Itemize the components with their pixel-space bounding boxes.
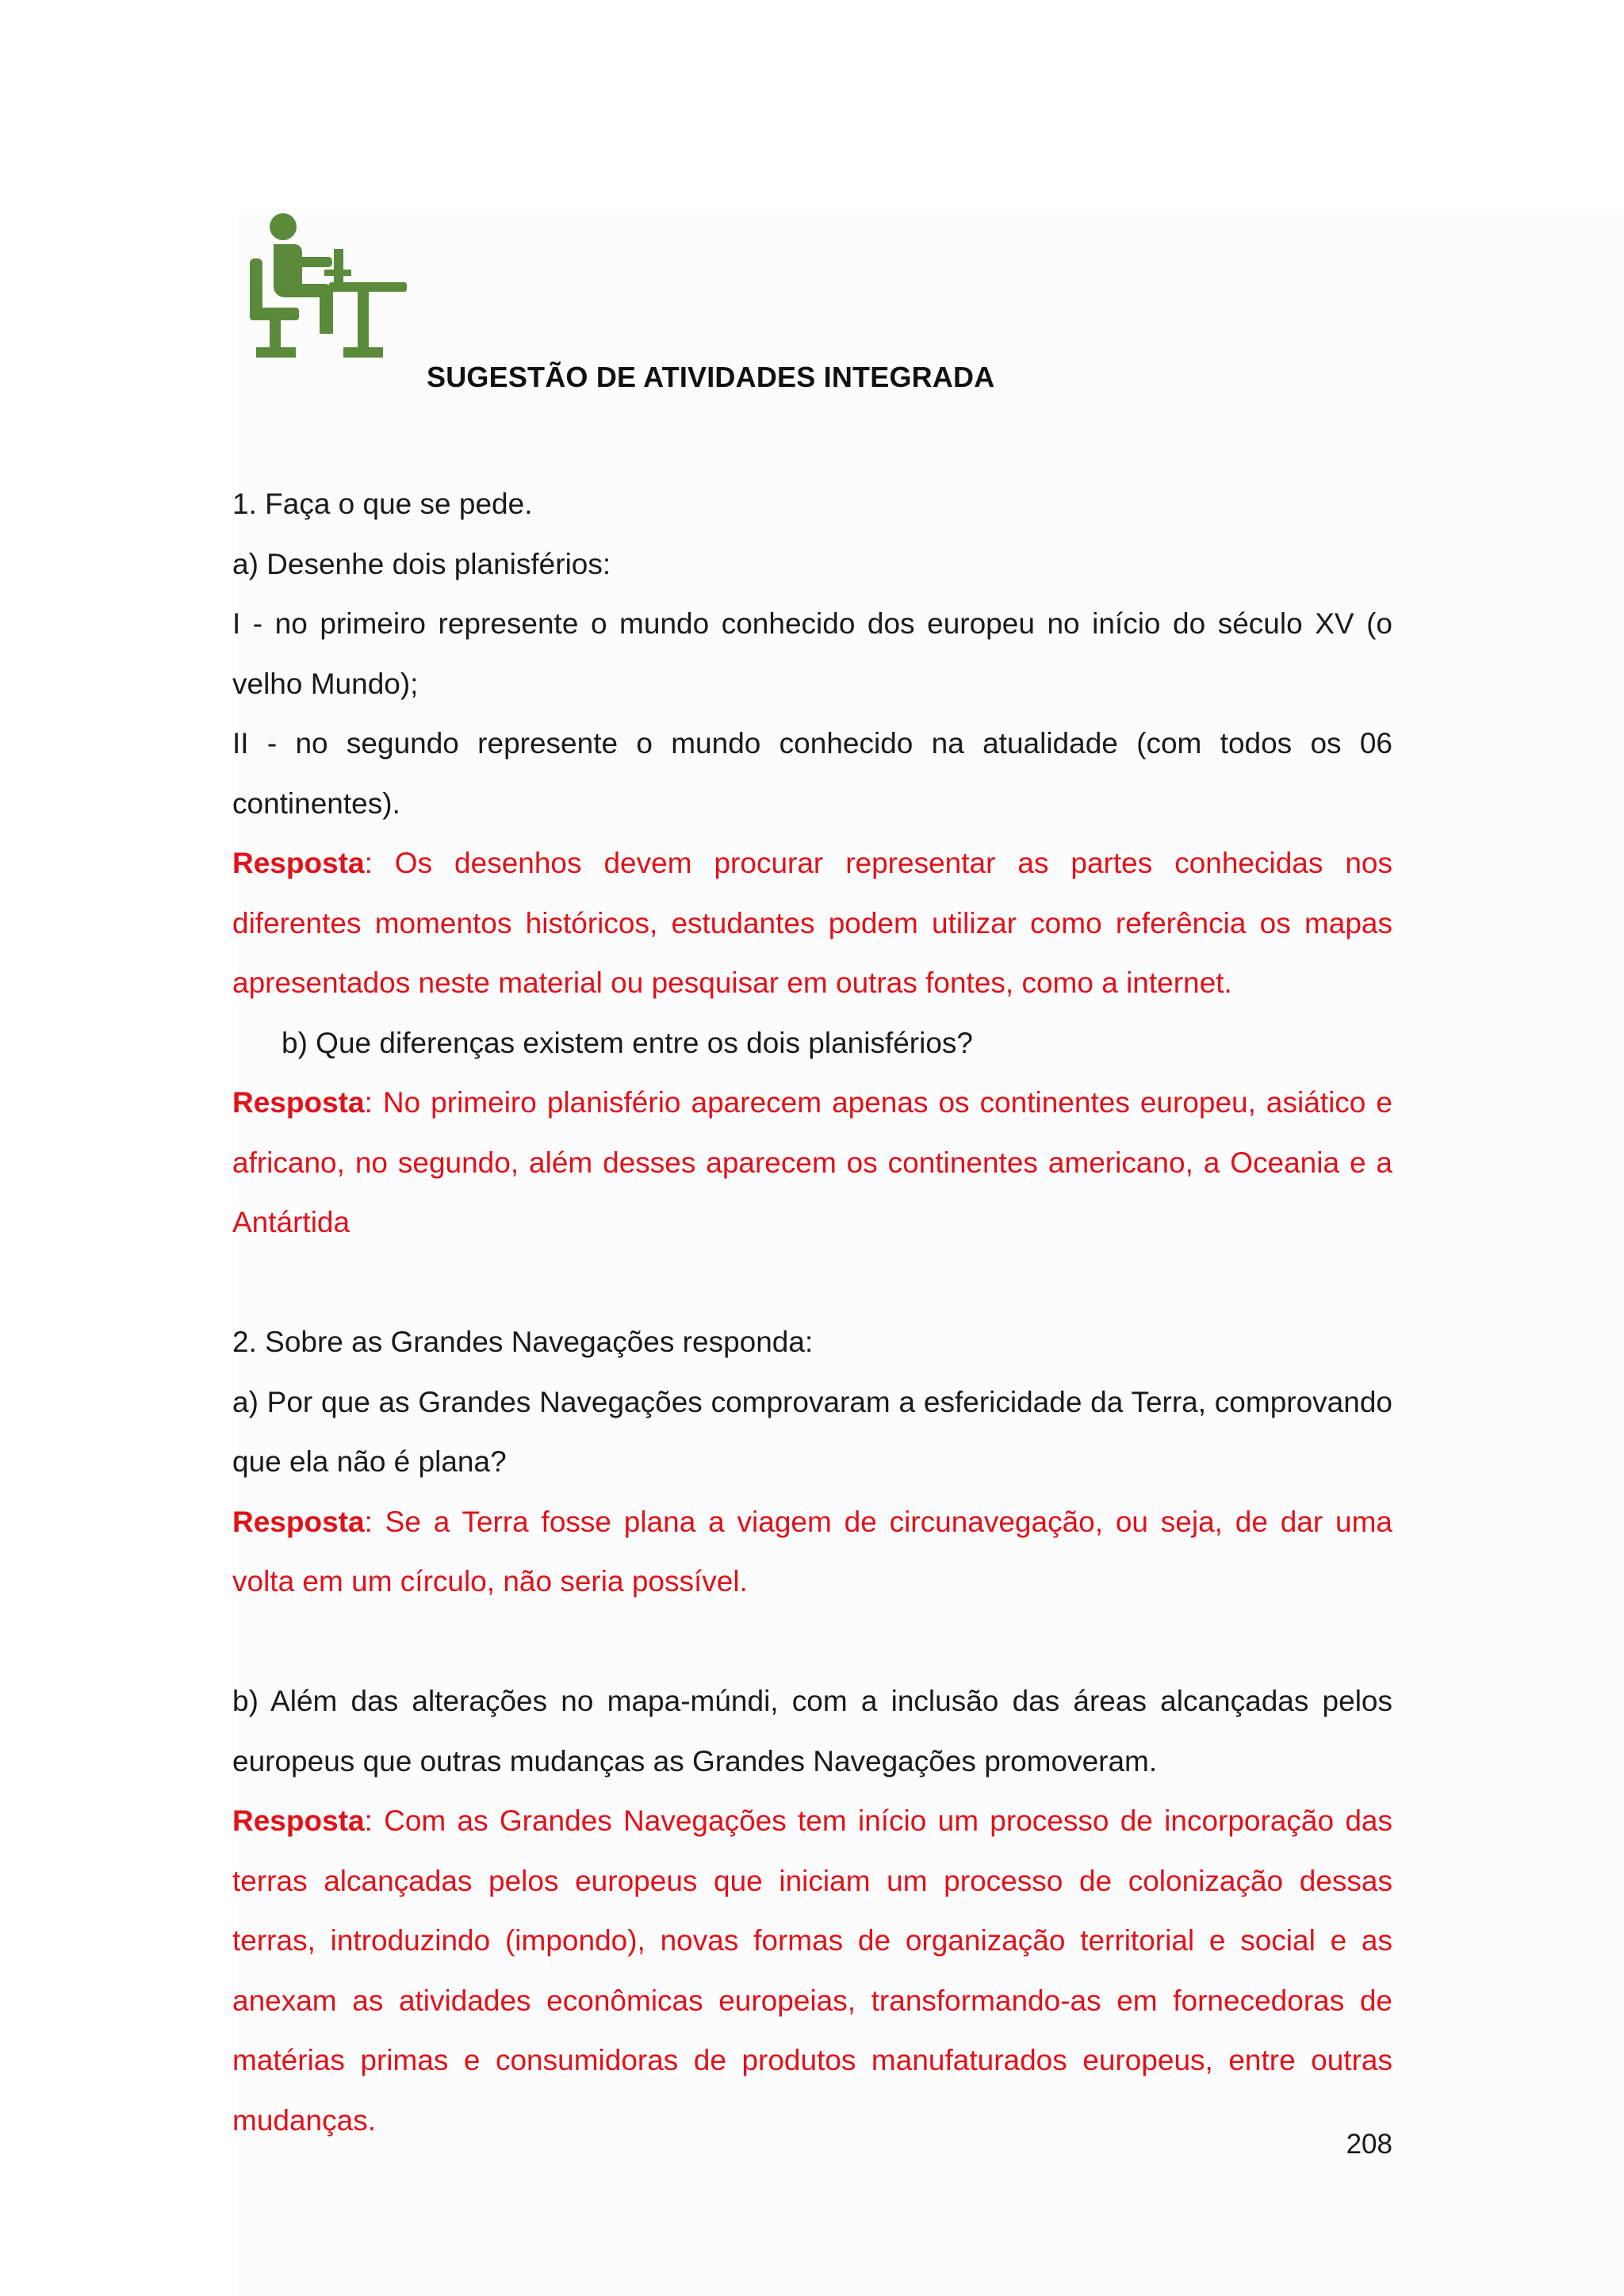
question-1a-item-i: I - no primeiro represente o mundo conhecido dos europeu no início do século XV (o velho Mundo);: [232, 607, 1392, 700]
section-heading: SUGESTÃO DE ATIVIDADES INTEGRADA: [427, 361, 995, 393]
question-1a-prompt: a) Desenhe dois planisférios:: [232, 547, 611, 580]
spacer: [232, 1612, 1392, 1672]
answer-text: : No primeiro planisfério aparecem apenas os continentes europeu, asiático e africano, no segundo, além desses aparecem os continentes americano, a Oceania e a Antártida: [232, 1086, 1392, 1238]
page-number: 208: [1346, 2129, 1392, 2160]
answer-1b: [232, 1073, 1392, 1253]
answer-text: : Se a Terra fosse plana a viagem de circunavegação, ou seja, de dar uma volta em um círculo, não seria possível.: [232, 1505, 1392, 1598]
answer-2a: [232, 1492, 1392, 1612]
question-1-title: 1. Faça o que se pede.: [232, 488, 533, 520]
answer-text: : Com as Grandes Navegações tem início um processo de incorporação das terras alcançadas pelos europeus que iniciam um processo de colonização dessas terras, introduzindo (impondo), novas formas de organização territorial e social e as anexam as atividades econômicas europeias, transformando-as em fornecedoras de matérias primas e consumidoras de produtos manufaturados europeus, entre outras mudanças.: [232, 1804, 1392, 2137]
answer-2b: [232, 1791, 1392, 2150]
answer-label: Resposta: [232, 1804, 365, 1837]
answer-1a: [232, 833, 1392, 1013]
answer-text: : Os desenhos devem procurar representar as partes conhecidas nos diferentes momentos históricos, estudantes podem utilizar como referência os mapas apresentados neste material ou pesquisar em outras fontes, como a internet.: [232, 847, 1392, 999]
answer-label: Resposta: [232, 1505, 365, 1538]
spacer: [232, 1253, 1392, 1313]
question-2-title: 2. Sobre as Grandes Navegações responda:: [232, 1326, 814, 1358]
question-1b-prompt: b) Que diferenças existem entre os dois planisférios?: [282, 1026, 973, 1059]
question-2b-prompt: b) Além das alterações no mapa-múndi, com a inclusão das áreas alcançadas pelos europeus que outras mudanças as Grandes Navegações promoveram.: [232, 1685, 1392, 1777]
question-2a-prompt: a) Por que as Grandes Navegações comprovaram a esfericidade da Terra, comprovando que ela não é plana?: [232, 1385, 1392, 1478]
person-at-desk-icon: [250, 212, 408, 363]
answer-label: Resposta: [232, 1086, 365, 1119]
activity-content: [232, 474, 1392, 2150]
question-1a-item-ii: II - no segundo represente o mundo conhecido na atualidade (com todos os 06 continentes).: [232, 727, 1392, 820]
answer-label: Resposta: [232, 847, 365, 879]
